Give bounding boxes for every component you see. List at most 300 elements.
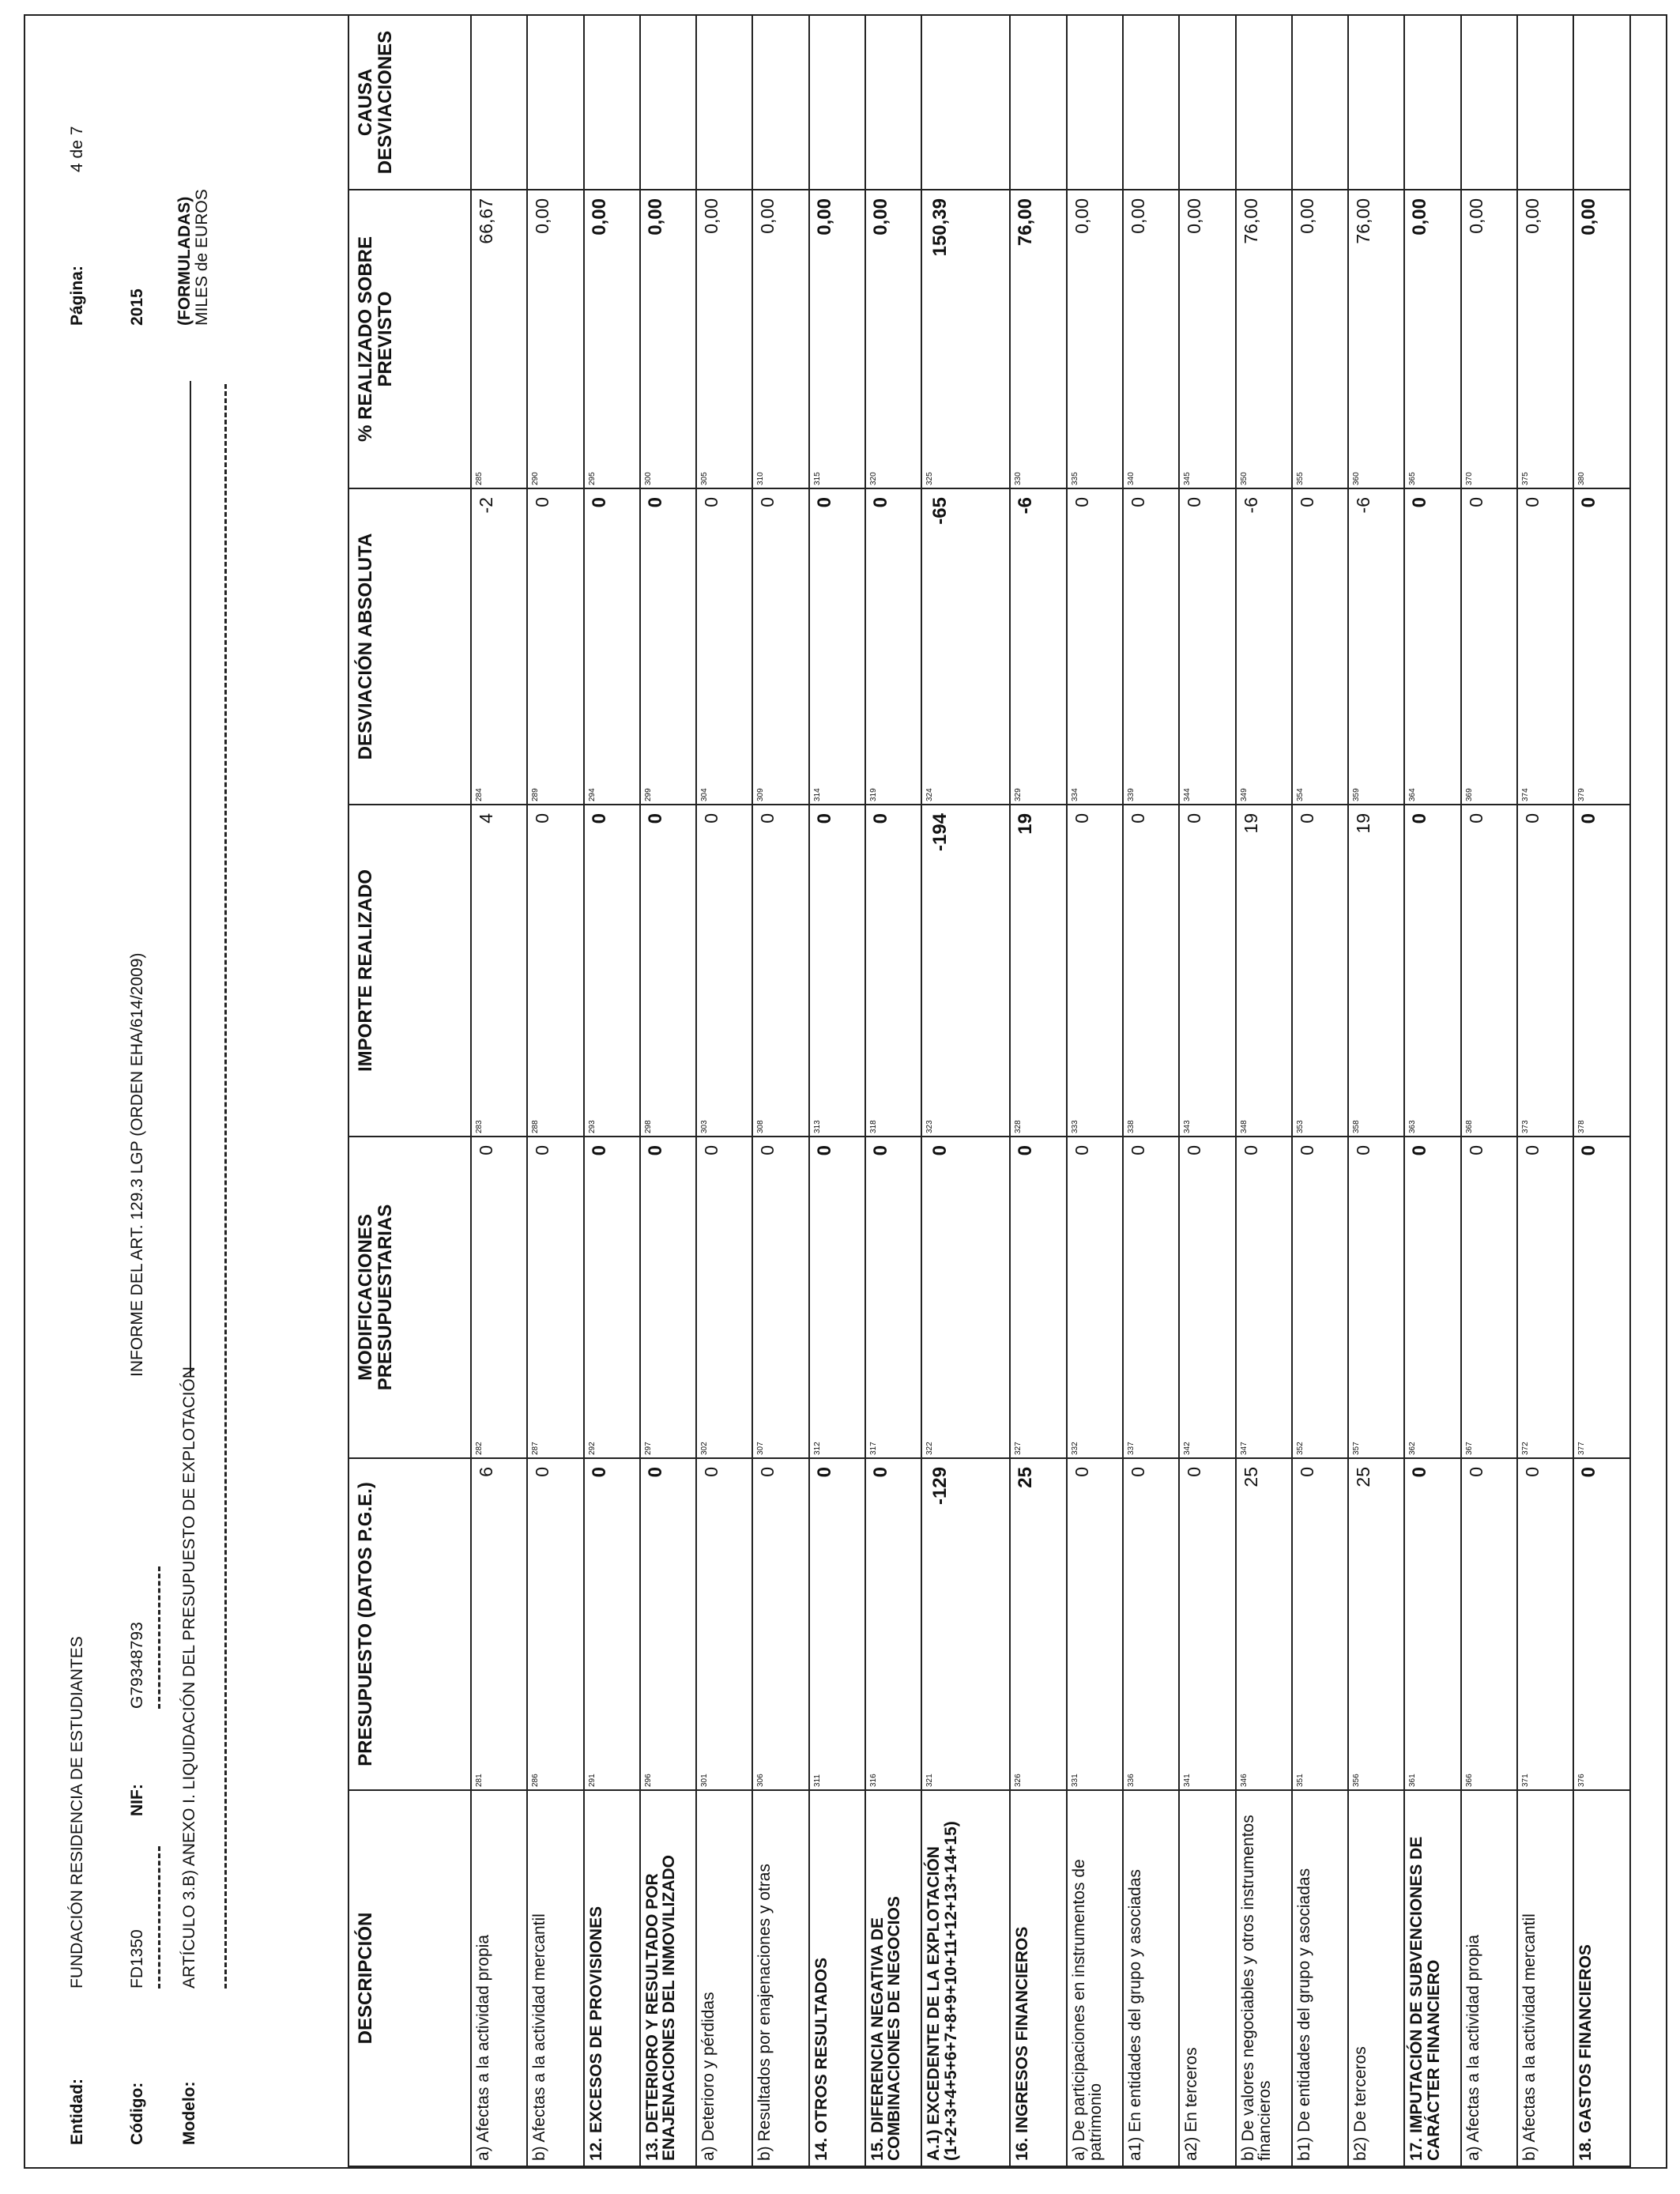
cell-value: 0 [1522, 813, 1543, 824]
cell-value: 0 [1127, 813, 1148, 824]
row-description: b) De valores negociables y otros instrumentos financieros [1236, 1790, 1292, 2166]
cell-value: 0 [1578, 813, 1600, 824]
porcentaje-cell [471, 190, 527, 488]
cell-code: 380 [1577, 472, 1587, 485]
nif-label: NIF: [128, 1784, 146, 1816]
cell-code: 303 [700, 1120, 710, 1133]
cell-value: 0 [1409, 497, 1431, 508]
cell-code: 311 [812, 1774, 822, 1787]
desviacion-cell [752, 488, 808, 805]
desviacion-cell [1067, 488, 1123, 805]
cell-code: 360 [1352, 472, 1362, 485]
presupuesto-cell [752, 1458, 808, 1790]
pagina-label: Página: [68, 266, 86, 326]
modificaciones-cell [584, 1137, 640, 1458]
cell-code: 354 [1295, 788, 1305, 801]
porcentaje-cell [865, 190, 921, 488]
presupuesto-cell [471, 1458, 527, 1790]
cell-code: 340 [1126, 472, 1136, 485]
causa-cell [1573, 15, 1629, 190]
cell-code: 363 [1408, 1120, 1418, 1133]
codigo-value: FD1350 [128, 1929, 146, 1989]
cell-value: 4 [476, 813, 496, 824]
importe-cell [584, 805, 640, 1137]
row-description: A.1) EXCEDENTE DE LA EXPLOTACIÓN (1+2+3+4+5+6+7+8+9+10+11+12+13+14+15) [921, 1790, 1010, 2166]
cell-code: 305 [700, 472, 710, 485]
cell-code: 324 [925, 788, 935, 801]
cell-code: 308 [756, 1120, 766, 1133]
cell-value: -65 [929, 497, 951, 525]
cell-value: 0 [813, 1145, 835, 1156]
cell-code: 346 [1239, 1774, 1249, 1787]
presupuesto-cell [527, 1458, 583, 1790]
cell-code: 322 [925, 1442, 935, 1455]
table-row [1348, 15, 1404, 2166]
cell-code: 321 [925, 1774, 935, 1787]
causa-cell [752, 15, 808, 190]
cell-value: 0 [1409, 1467, 1431, 1478]
porcentaje-cell [1010, 190, 1066, 488]
cell-value: 25 [1353, 1467, 1374, 1487]
cell-value: 0 [701, 497, 722, 507]
causa-cell [584, 15, 640, 190]
col-header-porcentaje: % REALIZADO SOBRE PREVISTO [348, 190, 471, 488]
modificaciones-cell [471, 1137, 527, 1458]
cell-code: 331 [1070, 1774, 1079, 1787]
cell-code: 283 [475, 1120, 484, 1133]
cell-code: 314 [812, 788, 822, 801]
cell-value: 0,00 [588, 198, 610, 236]
cell-value: 19 [1353, 813, 1374, 834]
presupuesto-cell [1461, 1458, 1517, 1790]
cell-code: 295 [587, 472, 597, 485]
cell-code: 374 [1521, 788, 1531, 801]
cell-value: -2 [476, 497, 496, 514]
cell-value: 0,00 [701, 198, 722, 234]
table-row [696, 15, 752, 2166]
presupuesto-cell [1179, 1458, 1235, 1790]
cell-value: 0 [1240, 1145, 1261, 1155]
cell-code: 361 [1408, 1774, 1418, 1787]
cell-value: 0,00 [870, 198, 892, 236]
nif-value: G79348793 [128, 1622, 146, 1709]
causa-cell [696, 15, 752, 190]
porcentaje-cell [1348, 190, 1404, 488]
table-row [1292, 15, 1348, 2166]
cell-value: 0,00 [1578, 198, 1600, 236]
cell-value: 76,00 [1015, 198, 1037, 247]
cell-value: 0 [532, 1467, 553, 1477]
cell-code: 332 [1070, 1442, 1079, 1455]
cell-code: 342 [1183, 1442, 1192, 1455]
cell-code: 352 [1295, 1442, 1305, 1455]
cell-code: 306 [756, 1774, 766, 1787]
cell-code: 323 [925, 1120, 935, 1133]
row-description: b2) De terceros [1348, 1790, 1404, 2166]
modificaciones-cell [1123, 1137, 1179, 1458]
cell-code: 312 [812, 1442, 822, 1455]
cell-value: 0 [757, 1467, 778, 1477]
cell-code: 319 [869, 788, 879, 801]
cell-value: 0,00 [532, 198, 553, 234]
cell-value: 0 [644, 813, 666, 824]
presupuesto-cell [1404, 1458, 1460, 1790]
porcentaje-cell [1179, 190, 1235, 488]
importe-cell [752, 805, 808, 1137]
cell-value: 0 [1071, 1145, 1092, 1155]
cell-code: 376 [1577, 1774, 1587, 1787]
porcentaje-cell [527, 190, 583, 488]
table-row [921, 15, 1010, 2166]
cell-code: 318 [869, 1120, 879, 1133]
table-row [527, 15, 583, 2166]
table-header-row [348, 15, 471, 2166]
cell-value: 0 [701, 1145, 722, 1155]
importe-cell [1573, 805, 1629, 1137]
cell-value: 66,67 [476, 198, 496, 244]
table-row [1067, 15, 1123, 2166]
causa-cell [1179, 15, 1235, 190]
cell-value: 0,00 [1071, 198, 1092, 234]
cell-code: 298 [643, 1120, 653, 1133]
col-header-importe: IMPORTE REALIZADO [348, 805, 471, 1137]
presupuesto-cell [1573, 1458, 1629, 1790]
cell-code: 300 [643, 472, 653, 485]
row-description: 15. DIFERENCIA NEGATIVA DE COMBINACIONES DE NEGOCIOS [865, 1790, 921, 2166]
causa-cell [527, 15, 583, 190]
cell-code: 373 [1521, 1120, 1531, 1133]
presupuesto-cell [1517, 1458, 1573, 1790]
cell-value: 0 [1071, 1467, 1092, 1477]
cell-code: 313 [812, 1120, 822, 1133]
cell-value: 0 [870, 813, 892, 824]
cell-code: 344 [1183, 788, 1192, 801]
desviacion-cell [640, 488, 696, 805]
cell-code: 301 [700, 1774, 710, 1787]
modelo-value: ARTÍCULO 3.B) ANEXO I. LIQUIDACIÓN DEL PRESUPUESTO DE EXPLOTACIÓN [180, 1367, 198, 1989]
cell-value: 0 [1184, 1467, 1205, 1477]
importe-cell [1179, 805, 1235, 1137]
formuladas-label: (FORMULADAS) [175, 196, 194, 326]
cell-value: 0 [1465, 1145, 1486, 1155]
presupuesto-cell [1236, 1458, 1292, 1790]
modificaciones-cell [921, 1137, 1010, 1458]
modificaciones-cell [1292, 1137, 1348, 1458]
porcentaje-cell [1067, 190, 1123, 488]
row-description: a) Afectas a la actividad propia [1461, 1790, 1517, 2166]
causa-cell [1348, 15, 1404, 190]
cell-value: 19 [1240, 813, 1261, 834]
cell-code: 369 [1464, 788, 1474, 801]
desviacion-cell [1123, 488, 1179, 805]
desviacion-cell [1179, 488, 1235, 805]
modificaciones-cell [809, 1137, 865, 1458]
table-row [1236, 15, 1292, 2166]
modificaciones-cell [865, 1137, 921, 1458]
cell-code: 366 [1464, 1774, 1474, 1787]
cell-value: 25 [1015, 1467, 1037, 1488]
cell-code: 349 [1239, 788, 1249, 801]
table-row [584, 15, 640, 2166]
cell-code: 334 [1070, 788, 1079, 801]
cell-code: 296 [643, 1774, 653, 1787]
cell-value: 0 [813, 813, 835, 824]
importe-cell [1067, 805, 1123, 1137]
porcentaje-cell [809, 190, 865, 488]
col-header-presupuesto: PRESUPUESTO (DATOS P.G.E.) [348, 1458, 471, 1790]
cell-value: -6 [1015, 497, 1037, 515]
row-description: 14. OTROS RESULTADOS [809, 1790, 865, 2166]
porcentaje-cell [1123, 190, 1179, 488]
cell-code: 355 [1295, 472, 1305, 485]
importe-cell [921, 805, 1010, 1137]
row-description: 18. GASTOS FINANCIEROS [1573, 1790, 1629, 2166]
cell-value: 0 [532, 813, 553, 824]
desviacion-cell [1236, 488, 1292, 805]
table-row [865, 15, 921, 2166]
cell-value: 0,00 [813, 198, 835, 236]
desviacion-cell [471, 488, 527, 805]
cell-code: 320 [869, 472, 879, 485]
table-row [752, 15, 808, 2166]
modificaciones-cell [1573, 1137, 1629, 1458]
cell-code: 327 [1014, 1442, 1023, 1455]
importe-cell [471, 805, 527, 1137]
importe-cell [696, 805, 752, 1137]
causa-cell [1404, 15, 1460, 190]
cell-value: 0 [757, 813, 778, 824]
cell-code: 370 [1464, 472, 1474, 485]
importe-cell [1236, 805, 1292, 1137]
table-row [1573, 15, 1629, 2166]
cell-value: 0 [701, 813, 722, 824]
modelo-label: Modelo: [180, 2081, 198, 2145]
cell-code: 317 [869, 1442, 879, 1455]
cell-code: 371 [1521, 1774, 1531, 1787]
cell-code: 356 [1352, 1774, 1362, 1787]
nif-dashline [158, 1566, 160, 1709]
row-description: b) Afectas a la actividad mercantil [527, 1790, 583, 2166]
cell-code: 294 [587, 788, 597, 801]
importe-cell [1123, 805, 1179, 1137]
cell-value: 25 [1240, 1467, 1261, 1487]
cell-value: 0 [929, 1145, 951, 1156]
causa-cell [1123, 15, 1179, 190]
table-row [1404, 15, 1460, 2166]
cell-value: 0 [532, 1145, 553, 1155]
causa-cell [1461, 15, 1517, 190]
cell-code: 289 [531, 788, 541, 801]
cell-value: 0 [1296, 1145, 1317, 1155]
cell-value: 0 [870, 1467, 892, 1478]
modificaciones-cell [1517, 1137, 1573, 1458]
table-row [809, 15, 865, 2166]
cell-value: 0 [701, 1467, 722, 1477]
cell-value: -194 [929, 813, 951, 852]
cell-value: 0 [870, 1145, 892, 1156]
cell-code: 290 [531, 472, 541, 485]
cell-value: 0,00 [757, 198, 778, 234]
presupuesto-cell [865, 1458, 921, 1790]
desviacion-cell [1461, 488, 1517, 805]
row-description: b1) De entidades del grupo y asociadas [1292, 1790, 1348, 2166]
cell-code: 335 [1070, 472, 1079, 485]
cell-value: 0 [1127, 497, 1148, 507]
cell-value: 0 [1522, 1145, 1543, 1155]
cell-code: 343 [1183, 1120, 1192, 1133]
cell-value: 0 [757, 1145, 778, 1155]
desviacion-cell [1010, 488, 1066, 805]
porcentaje-cell [696, 190, 752, 488]
row-description: a2) En terceros [1179, 1790, 1235, 2166]
cell-value: -6 [1353, 497, 1374, 514]
cell-code: 364 [1408, 788, 1418, 801]
presupuesto-cell [1067, 1458, 1123, 1790]
cell-value: 0,00 [644, 198, 666, 236]
cell-code: 377 [1577, 1442, 1587, 1455]
cell-value: 0 [1409, 1145, 1431, 1156]
cell-code: 345 [1183, 472, 1192, 485]
cell-code: 362 [1408, 1442, 1418, 1455]
row-description: a) De participaciones en instrumentos de patrimonio [1067, 1790, 1123, 2166]
cell-value: 0 [1184, 497, 1205, 507]
informe-underline [190, 381, 191, 1377]
row-description: a) Deterioro y pérdidas [696, 1790, 752, 2166]
cell-code: 351 [1295, 1774, 1305, 1787]
modificaciones-cell [1404, 1137, 1460, 1458]
col-header-modificaciones: MODIFICACIONES PRESUPUESTARIAS [348, 1137, 471, 1458]
pagina-value: 4 de 7 [68, 126, 86, 172]
desviacion-cell [1348, 488, 1404, 805]
presupuesto-cell [1010, 1458, 1066, 1790]
cell-code: 338 [1126, 1120, 1136, 1133]
cell-value: 0,00 [1184, 198, 1205, 234]
presupuesto-cell [1348, 1458, 1404, 1790]
cell-value: 0,00 [1296, 198, 1317, 234]
cell-code: 310 [756, 472, 766, 485]
cell-code: 347 [1239, 1442, 1249, 1455]
cell-value: 0 [644, 1467, 666, 1478]
cell-code: 291 [587, 1774, 597, 1787]
entidad-label: Entidad: [68, 2079, 86, 2145]
causa-cell [1067, 15, 1123, 190]
modificaciones-cell [1236, 1137, 1292, 1458]
desviacion-cell [865, 488, 921, 805]
cell-value: 0 [1578, 1467, 1600, 1478]
cell-value: 0 [1184, 1145, 1205, 1155]
cell-code: 304 [700, 788, 710, 801]
budget-table [348, 14, 1631, 2167]
cell-value: 0 [644, 1145, 666, 1156]
cell-code: 350 [1239, 472, 1249, 485]
cell-value: 0 [476, 1145, 496, 1155]
row-description: 12. EXCESOS DE PROVISIONES [584, 1790, 640, 2166]
cell-value: 0 [1184, 813, 1205, 824]
cell-code: 379 [1577, 788, 1587, 801]
causa-cell [640, 15, 696, 190]
presupuesto-cell [921, 1458, 1010, 1790]
cell-value: -129 [929, 1467, 951, 1506]
cell-value: 0 [1071, 497, 1092, 507]
cell-code: 299 [643, 788, 653, 801]
cell-code: 357 [1352, 1442, 1362, 1455]
cell-code: 339 [1126, 788, 1136, 801]
codigo-dashline [158, 1846, 160, 1989]
cell-code: 359 [1352, 788, 1362, 801]
cell-code: 325 [925, 472, 935, 485]
importe-cell [1010, 805, 1066, 1137]
causa-cell [1517, 15, 1573, 190]
cell-value: 0 [1578, 1145, 1600, 1156]
causa-cell [471, 15, 527, 190]
table-row [640, 15, 696, 2166]
porcentaje-cell [584, 190, 640, 488]
cell-value: 0 [813, 1467, 835, 1478]
cell-code: 292 [587, 1442, 597, 1455]
importe-cell [1461, 805, 1517, 1137]
cell-code: 333 [1070, 1120, 1079, 1133]
year-label: 2015 [128, 288, 146, 326]
cell-value: 0,00 [1465, 198, 1486, 234]
row-description: 17. IMPUTACIÓN DE SUBVENCIONES DE CARÁCTER FINANCIERO [1404, 1790, 1460, 2166]
cell-value: 0 [1465, 813, 1486, 824]
cell-value: 0 [1465, 497, 1486, 507]
modificaciones-cell [696, 1137, 752, 1458]
cell-code: 286 [531, 1774, 541, 1787]
col-header-descripcion: DESCRIPCIÓN [348, 1790, 471, 2166]
modificaciones-cell [1067, 1137, 1123, 1458]
desviacion-cell [527, 488, 583, 805]
table-row [1010, 15, 1066, 2166]
modificaciones-cell [1179, 1137, 1235, 1458]
cell-code: 285 [475, 472, 484, 485]
modelo-dashline [224, 384, 227, 1989]
cell-value: 0 [757, 497, 778, 507]
cell-value: 0 [1353, 1145, 1374, 1155]
cell-value: 0 [1127, 1467, 1148, 1477]
porcentaje-cell [640, 190, 696, 488]
cell-value: 0 [588, 1467, 610, 1478]
col-header-desviacion: DESVIACIÓN ABSOLUTA [348, 488, 471, 805]
cell-value: 0,00 [1522, 198, 1543, 234]
cell-code: 288 [531, 1120, 541, 1133]
cell-value: 76,00 [1353, 198, 1374, 244]
cell-code: 378 [1577, 1120, 1587, 1133]
row-description: 16. INGRESOS FINANCIEROS [1010, 1790, 1066, 2166]
cell-code: 365 [1408, 472, 1418, 485]
porcentaje-cell [1573, 190, 1629, 488]
causa-cell [921, 15, 1010, 190]
cell-value: 150,39 [929, 198, 951, 257]
cell-value: 0 [1296, 1467, 1317, 1477]
cell-value: -6 [1240, 497, 1261, 514]
units-label: MILES de EUROS [193, 189, 211, 326]
cell-code: 353 [1295, 1120, 1305, 1133]
cell-value: 76,00 [1240, 198, 1261, 244]
cell-code: 367 [1464, 1442, 1474, 1455]
presupuesto-cell [584, 1458, 640, 1790]
desviacion-cell [1292, 488, 1348, 805]
cell-code: 358 [1352, 1120, 1362, 1133]
informe-text: INFORME DEL ART. 129.3 LGP (ORDEN EHA/614/2009) [128, 952, 146, 1377]
presupuesto-cell [696, 1458, 752, 1790]
entidad-value: FUNDACIÓN RESIDENCIA DE ESTUDIANTES [68, 1636, 86, 1989]
causa-cell [1010, 15, 1066, 190]
modificaciones-cell [1461, 1137, 1517, 1458]
desviacion-cell [1573, 488, 1629, 805]
table-row [1179, 15, 1235, 2166]
cell-code: 293 [587, 1120, 597, 1133]
